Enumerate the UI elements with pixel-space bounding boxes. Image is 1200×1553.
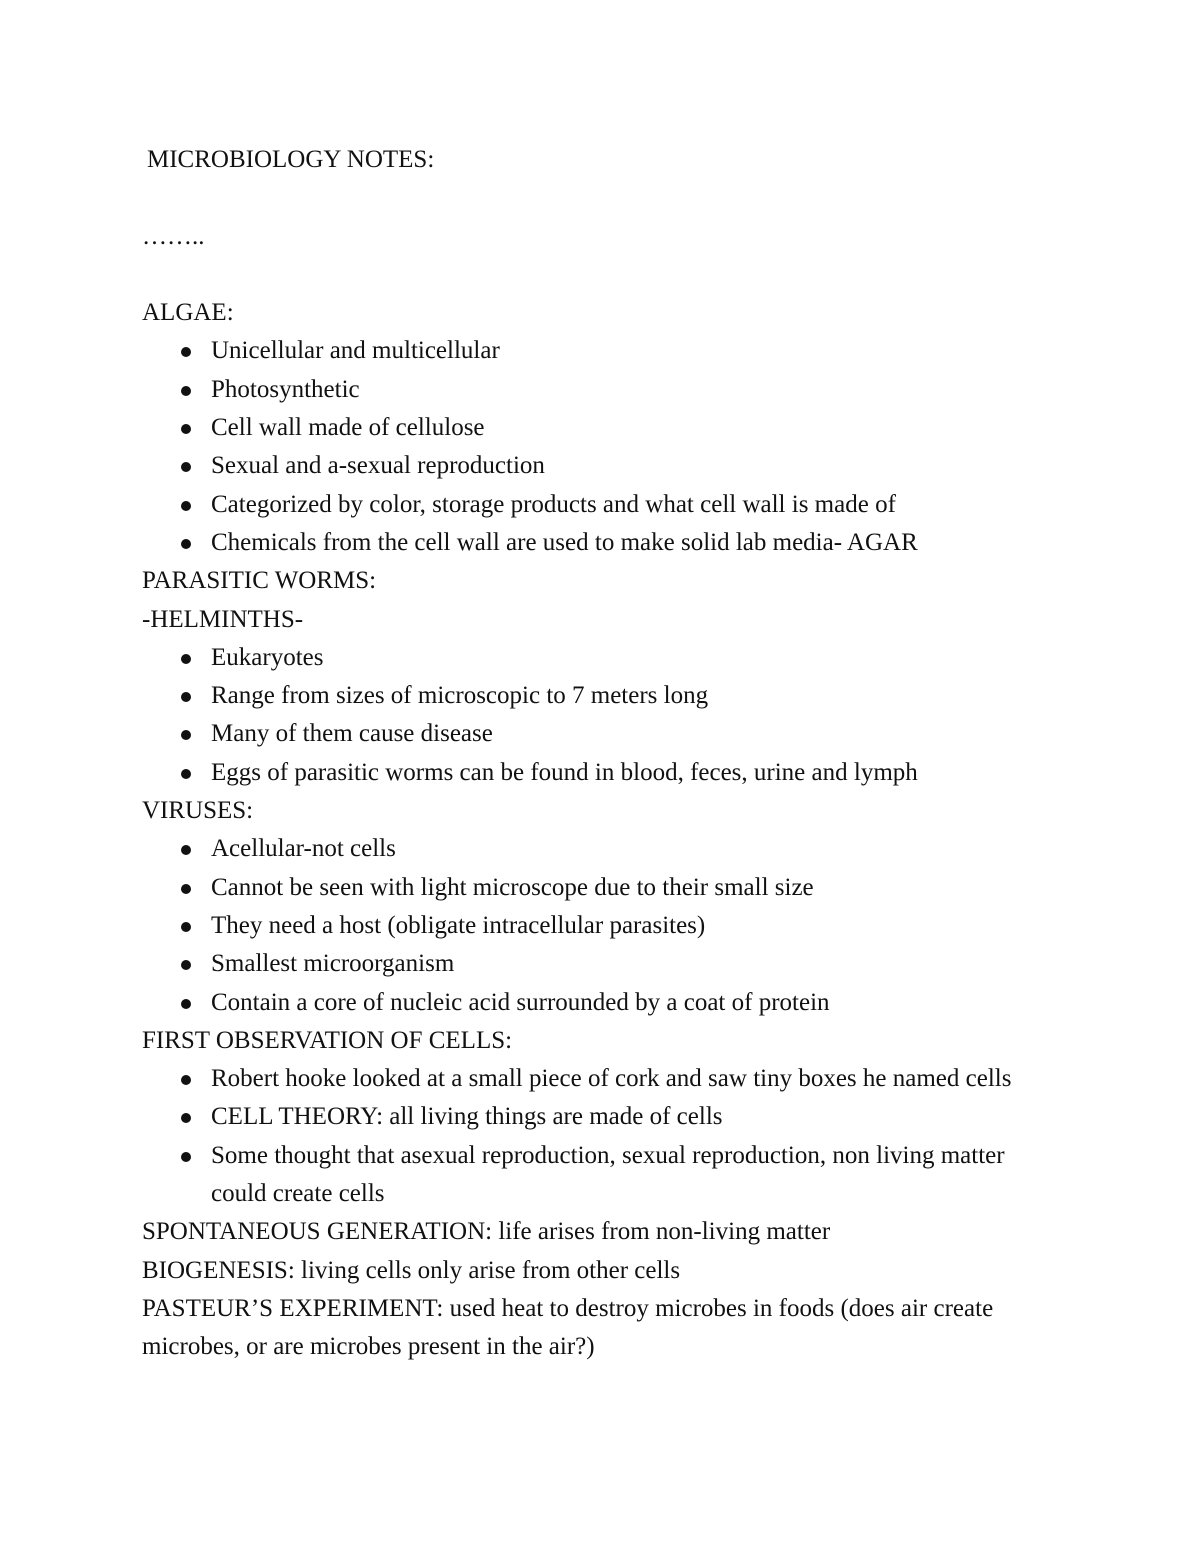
list-item: Eukaryotes: [142, 639, 1051, 677]
bullet-icon: [181, 501, 191, 511]
list-item: They need a host (obligate intracellular parasites): [142, 907, 1051, 945]
bullet-icon: [181, 845, 191, 855]
bullet-icon: [181, 960, 191, 970]
spacer: [142, 179, 1062, 217]
bullet-icon: [181, 1075, 191, 1085]
list-item: Categorized by color, storage products and what cell wall is made of: [142, 486, 1051, 524]
page-title: MICROBIOLOGY NOTES:: [147, 146, 435, 173]
definition-biogenesis: BIOGENESIS: living cells only arise from other cells: [142, 1256, 681, 1284]
list-item: Some thought that asexual reproduction, sexual reproduction, non living matter could create cells: [142, 1137, 1051, 1214]
list-item: Eggs of parasitic worms can be found in blood, feces, urine and lymph: [142, 754, 1051, 792]
bullet-icon: [181, 386, 191, 396]
viruses-list: [142, 830, 1062, 1021]
list-item: CELL THEORY: all living things are made of cells: [142, 1098, 1051, 1136]
list-item: Acellular-not cells: [142, 830, 1051, 868]
list-item: Many of them cause disease: [142, 715, 1051, 753]
bullet-icon: [181, 654, 191, 664]
bullet-icon: [181, 462, 191, 472]
list-item: Unicellular and multicellular: [142, 332, 1051, 370]
list-item: Smallest microorganism: [142, 945, 1051, 983]
definition-spontaneous-generation: SPONTANEOUS GENERATION: life arises from non-living matter: [142, 1218, 831, 1246]
list-item: Cell wall made of cellulose: [142, 409, 1051, 447]
ellipsis-line: ……..: [142, 222, 205, 250]
list-item: Photosynthetic: [142, 371, 1051, 409]
bullet-icon: [181, 922, 191, 932]
algae-list: [142, 332, 1062, 562]
notes-content: [142, 141, 1062, 1367]
section-heading-algae: ALGAE:: [142, 299, 234, 327]
bullet-icon: [181, 999, 191, 1009]
list-item: Range from sizes of microscopic to 7 meters long: [142, 677, 1051, 715]
section-heading-viruses: VIRUSES:: [142, 797, 254, 825]
bullet-icon: [181, 692, 191, 702]
bullet-icon: [181, 1152, 191, 1162]
section-heading-parasitic-worms: PARASITIC WORMS:: [142, 567, 377, 595]
section-heading-first-observation: FIRST OBSERVATION OF CELLS:: [142, 1026, 513, 1054]
list-item: Contain a core of nucleic acid surrounded by a coat of protein: [142, 984, 1051, 1022]
list-item: Chemicals from the cell wall are used to make solid lab media- AGAR: [142, 524, 1051, 562]
bullet-icon: [181, 769, 191, 779]
list-item: Robert hooke looked at a small piece of cork and saw tiny boxes he named cells: [142, 1060, 1051, 1098]
parasitic-worms-list: [142, 639, 1062, 792]
bullet-icon: [181, 1113, 191, 1123]
bullet-icon: [181, 539, 191, 549]
bullet-icon: [181, 424, 191, 434]
list-item: Cannot be seen with light microscope due to their small size: [142, 869, 1051, 907]
first-observation-list: [142, 1060, 1062, 1213]
section-subheading-helminths: -HELMINTHS-: [142, 605, 304, 633]
list-item: Sexual and a-sexual reproduction: [142, 447, 1051, 485]
definition-pasteur-experiment: PASTEUR’S EXPERIMENT: used heat to destroy microbes in foods (does air create microbes, or are microbes present in the air?): [142, 1294, 994, 1361]
bullet-icon: [181, 884, 191, 894]
spacer: [142, 256, 1062, 294]
bullet-icon: [181, 730, 191, 740]
bullet-icon: [181, 347, 191, 357]
